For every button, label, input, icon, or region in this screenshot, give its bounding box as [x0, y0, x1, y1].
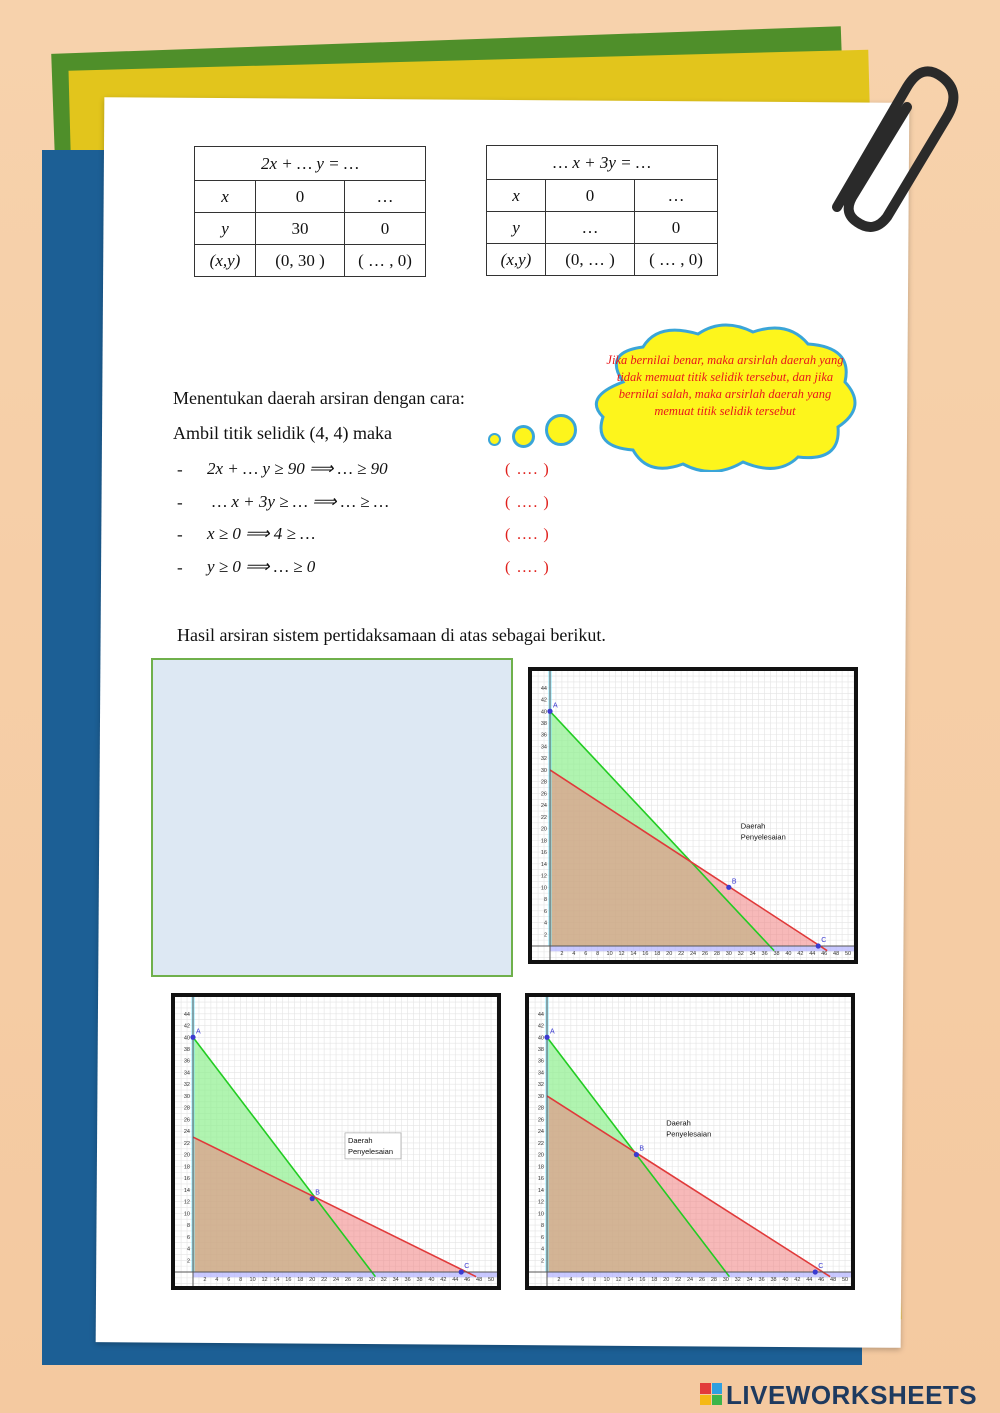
y-tick-label: 8	[540, 1223, 544, 1230]
table-cell: y	[195, 213, 256, 245]
answer-drop-box[interactable]	[151, 658, 513, 977]
bullet: -	[177, 558, 183, 577]
y-tick-label: 20	[540, 826, 547, 833]
x-tick-label: 26	[698, 1277, 706, 1283]
y-tick-label: 36	[183, 1058, 190, 1065]
y-tick-label: 30	[537, 1093, 544, 1100]
x-tick-label: 48	[833, 951, 840, 957]
table-cell: 30	[256, 213, 345, 245]
y-tick-label: 14	[183, 1187, 190, 1194]
x-tick-label: 8	[593, 1277, 597, 1283]
table-equation-1	[194, 146, 426, 277]
point-marker	[816, 943, 821, 948]
table-header: 2x + … y = …	[195, 147, 426, 181]
x-tick-label: 10	[249, 1277, 256, 1283]
x-tick-label: 4	[572, 951, 576, 957]
y-tick-label: 44	[183, 1011, 190, 1018]
x-tick-label: 18	[297, 1277, 304, 1283]
x-tick-label: 50	[844, 951, 852, 957]
x-tick-label: 44	[452, 1277, 459, 1283]
point-label: C	[464, 1263, 470, 1270]
x-tick-label: 20	[666, 951, 673, 957]
x-tick-label: 28	[356, 1277, 363, 1283]
y-tick-label: 32	[540, 756, 547, 763]
table-cell: 0	[345, 213, 426, 245]
y-tick-label: 4	[543, 920, 547, 927]
y-tick-label: 28	[537, 1105, 544, 1112]
y-tick-label: 26	[537, 1117, 544, 1124]
y-tick-label: 8	[186, 1223, 190, 1230]
point-marker	[726, 885, 731, 890]
y-tick-label: 44	[540, 685, 547, 692]
x-tick-label: 16	[639, 1277, 646, 1283]
y-tick-label: 2	[186, 1258, 190, 1265]
x-tick-label: 26	[344, 1277, 352, 1283]
y-tick-label: 18	[540, 838, 547, 845]
point-label: A	[550, 1028, 555, 1036]
answer-blank-4[interactable]: ( …. )	[505, 559, 550, 576]
x-tick-label: 40	[428, 1277, 435, 1283]
x-tick-label: 38	[770, 1277, 777, 1283]
y-tick-label: 20	[537, 1152, 544, 1159]
region-label: Daerah	[740, 821, 766, 831]
x-tick-label: 18	[651, 1277, 658, 1283]
y-tick-label: 42	[540, 697, 547, 704]
table-cell-input[interactable]: ( … , 0)	[345, 245, 426, 277]
y-tick-label: 10	[183, 1211, 190, 1218]
graph-canvas	[529, 997, 851, 1286]
x-tick-label: 12	[618, 951, 625, 957]
y-tick-label: 14	[540, 861, 547, 868]
x-tick-label: 50	[841, 1277, 849, 1283]
region-label: Penyelesaian	[740, 832, 786, 842]
paperclip-icon	[812, 62, 962, 232]
x-tick-label: 44	[809, 951, 816, 957]
table-cell: (x,y)	[195, 245, 256, 277]
x-tick-label: 44	[806, 1277, 813, 1283]
x-tick-label: 2	[557, 1277, 561, 1283]
x-tick-label: 40	[782, 1277, 789, 1283]
bullet: -	[177, 460, 183, 479]
table-cell-input[interactable]: …	[546, 212, 635, 244]
x-tick-label: 36	[404, 1277, 411, 1283]
x-tick-label: 10	[606, 951, 613, 957]
answer-blank-3[interactable]: ( …. )	[505, 526, 550, 543]
point-marker	[310, 1196, 315, 1201]
y-tick-label: 30	[540, 767, 547, 774]
x-tick-label: 30	[722, 1277, 729, 1283]
table-cell-input[interactable]: ( … , 0)	[635, 244, 718, 276]
y-tick-label: 2	[543, 932, 547, 939]
x-tick-label: 24	[332, 1277, 340, 1283]
x-tick-label: 14	[630, 951, 637, 957]
x-tick-label: 2	[203, 1277, 207, 1283]
y-tick-label: 40	[183, 1035, 190, 1042]
x-tick-label: 24	[689, 951, 697, 957]
y-tick-label: 32	[183, 1082, 190, 1089]
x-tick-label: 16	[285, 1277, 292, 1283]
y-tick-label: 38	[183, 1047, 190, 1054]
point-label: B	[731, 878, 737, 886]
graph-canvas	[175, 997, 497, 1286]
y-tick-label: 44	[537, 1011, 544, 1018]
point-marker	[634, 1152, 639, 1157]
graph-option-3[interactable]	[525, 993, 855, 1290]
point-label: B	[315, 1189, 320, 1197]
x-tick-label: 16	[642, 951, 649, 957]
x-tick-label: 2	[560, 951, 564, 957]
bubble-dot-large	[545, 414, 577, 446]
point-marker	[459, 1269, 464, 1274]
table-cell-input[interactable]: (0, … )	[546, 244, 635, 276]
x-tick-label: 48	[830, 1277, 837, 1283]
graph-canvas	[532, 671, 854, 960]
y-tick-label: 40	[537, 1035, 544, 1042]
y-tick-label: 16	[540, 850, 547, 857]
y-tick-label: 28	[183, 1105, 190, 1112]
x-tick-label: 28	[713, 951, 720, 957]
x-tick-label: 42	[794, 1277, 801, 1283]
inequality-4: y ≥ 0 ⟹ … ≥ 0	[207, 557, 316, 576]
y-tick-label: 40	[540, 709, 547, 716]
x-tick-label: 30	[725, 951, 732, 957]
point-label: C	[818, 1263, 824, 1270]
table-cell: (0, 30 )	[256, 245, 345, 277]
y-tick-label: 14	[537, 1187, 544, 1194]
y-tick-label: 24	[537, 1129, 544, 1136]
y-tick-label: 4	[186, 1246, 190, 1253]
x-tick-label: 6	[227, 1277, 231, 1283]
y-tick-label: 36	[537, 1058, 544, 1065]
answer-blank-2[interactable]: ( …. )	[505, 494, 550, 511]
x-tick-label: 46	[821, 951, 828, 957]
y-tick-label: 12	[537, 1199, 544, 1206]
x-tick-label: 42	[440, 1277, 447, 1283]
inequality-1: 2x + … y ≥ 90 ⟹ … ≥ 90	[207, 459, 388, 478]
x-tick-label: 38	[416, 1277, 423, 1283]
x-tick-label: 40	[785, 951, 792, 957]
region-label: Daerah	[347, 1135, 373, 1145]
x-tick-label: 30	[368, 1277, 375, 1283]
bubble-dot-small	[488, 433, 501, 446]
table-cell: x	[487, 180, 546, 212]
y-tick-label: 38	[540, 721, 547, 728]
logo-icon	[700, 1383, 722, 1405]
x-tick-label: 34	[392, 1277, 399, 1283]
y-tick-label: 26	[183, 1117, 190, 1124]
point-label: A	[553, 702, 558, 710]
table-cell: x	[195, 181, 256, 213]
bullet: -	[177, 493, 183, 512]
y-tick-label: 34	[537, 1070, 544, 1077]
table-equation-2	[486, 145, 718, 276]
y-tick-label: 20	[183, 1152, 190, 1159]
table-cell: 0	[546, 180, 635, 212]
y-tick-label: 10	[537, 1211, 544, 1218]
x-tick-label: 32	[737, 951, 744, 957]
x-tick-label: 22	[321, 1277, 328, 1283]
x-tick-label: 36	[761, 951, 768, 957]
result-title: Hasil arsiran sistem pertidaksamaan di atas sebagai berikut.	[177, 625, 606, 645]
y-tick-label: 12	[540, 873, 547, 880]
x-tick-label: 24	[686, 1277, 694, 1283]
region-label: Daerah	[666, 1118, 691, 1128]
y-tick-label: 22	[183, 1140, 190, 1147]
x-tick-label: 22	[675, 1277, 682, 1283]
y-tick-label: 32	[537, 1082, 544, 1089]
x-tick-label: 32	[380, 1277, 387, 1283]
bullet: -	[177, 525, 183, 544]
table-cell: (x,y)	[487, 244, 546, 276]
y-tick-label: 28	[540, 779, 547, 786]
point-label: C	[821, 937, 827, 944]
table-cell: 0	[256, 181, 345, 213]
x-tick-label: 8	[596, 951, 600, 957]
x-tick-label: 32	[734, 1277, 741, 1283]
y-tick-label: 26	[540, 791, 547, 798]
x-tick-label: 22	[678, 951, 685, 957]
point-marker	[190, 1035, 195, 1040]
y-tick-label: 6	[540, 1234, 544, 1241]
x-tick-label: 46	[464, 1277, 471, 1283]
y-tick-label: 24	[540, 803, 547, 810]
x-tick-label: 6	[584, 951, 588, 957]
table-header: … x + 3y = …	[487, 146, 718, 180]
graph-option-1[interactable]	[528, 667, 858, 964]
y-tick-label: 16	[183, 1176, 190, 1183]
y-tick-label: 34	[183, 1070, 190, 1077]
x-tick-label: 34	[749, 951, 756, 957]
x-tick-label: 18	[654, 951, 661, 957]
x-tick-label: 12	[615, 1277, 622, 1283]
inequality-3: x ≥ 0 ⟹ 4 ≥ …	[207, 524, 316, 543]
point-label: B	[639, 1145, 645, 1153]
point-marker	[813, 1269, 818, 1274]
y-tick-label: 18	[537, 1164, 544, 1171]
x-tick-label: 36	[758, 1277, 765, 1283]
y-tick-label: 16	[537, 1176, 544, 1183]
y-tick-label: 6	[186, 1234, 190, 1241]
logo-text: LIVEWORKSHEETS	[726, 1380, 978, 1410]
y-tick-label: 38	[537, 1047, 544, 1054]
table-cell-input[interactable]: …	[635, 180, 718, 212]
method-title: Menentukan daerah arsiran dengan cara:	[173, 388, 465, 408]
x-tick-label: 28	[710, 1277, 717, 1283]
y-tick-label: 22	[540, 814, 547, 821]
liveworksheets-logo	[700, 1380, 995, 1408]
region-label: Penyelesaian	[347, 1146, 394, 1156]
x-tick-label: 12	[261, 1277, 268, 1283]
point-marker	[547, 709, 552, 714]
y-tick-label: 24	[183, 1129, 190, 1136]
graph-option-2[interactable]	[171, 993, 501, 1290]
y-tick-label: 42	[537, 1023, 544, 1030]
y-tick-label: 42	[183, 1023, 190, 1030]
table-cell: 0	[635, 212, 718, 244]
y-tick-label: 22	[537, 1140, 544, 1147]
x-tick-label: 14	[627, 1277, 634, 1283]
y-tick-label: 18	[183, 1164, 190, 1171]
y-tick-label: 2	[540, 1258, 544, 1265]
answer-blank-1[interactable]: ( …. )	[505, 461, 550, 478]
x-tick-label: 38	[773, 951, 780, 957]
thought-bubble-text: Jika bernilai benar, maka arsirlah daerah yang tidak memuat titik selidik tersebut, dan jika bernilai salah, maka arsirlah daerah yang memuat titik selidik tersebut	[606, 353, 844, 418]
x-tick-label: 42	[797, 951, 804, 957]
y-tick-label: 4	[540, 1246, 544, 1253]
y-tick-label: 8	[543, 897, 547, 904]
y-tick-label: 34	[540, 744, 547, 751]
region-label: Penyelesaian	[666, 1129, 712, 1139]
x-tick-label: 48	[476, 1277, 483, 1283]
x-tick-label: 46	[818, 1277, 825, 1283]
test-point-text: Ambil titik selidik (4, 4) maka	[173, 423, 392, 443]
x-tick-label: 20	[663, 1277, 670, 1283]
x-tick-label: 10	[603, 1277, 610, 1283]
y-tick-label: 36	[540, 732, 547, 739]
y-tick-label: 30	[183, 1093, 190, 1100]
x-tick-label: 4	[215, 1277, 219, 1283]
point-marker	[544, 1035, 549, 1040]
table-cell-input[interactable]: …	[345, 181, 426, 213]
x-tick-label: 14	[273, 1277, 280, 1283]
y-tick-label: 12	[183, 1199, 190, 1206]
x-tick-label: 4	[569, 1277, 573, 1283]
inequality-2: … x + 3y ≥ … ⟹ … ≥ …	[212, 492, 389, 511]
x-tick-label: 26	[701, 951, 709, 957]
x-tick-label: 8	[239, 1277, 243, 1283]
table-cell: y	[487, 212, 546, 244]
y-tick-label: 10	[540, 885, 547, 892]
x-tick-label: 34	[746, 1277, 753, 1283]
point-label: A	[196, 1028, 201, 1036]
bubble-dot-medium	[512, 425, 535, 448]
x-tick-label: 20	[309, 1277, 316, 1283]
x-tick-label: 50	[487, 1277, 495, 1283]
y-tick-label: 6	[543, 908, 547, 915]
x-tick-label: 6	[581, 1277, 585, 1283]
